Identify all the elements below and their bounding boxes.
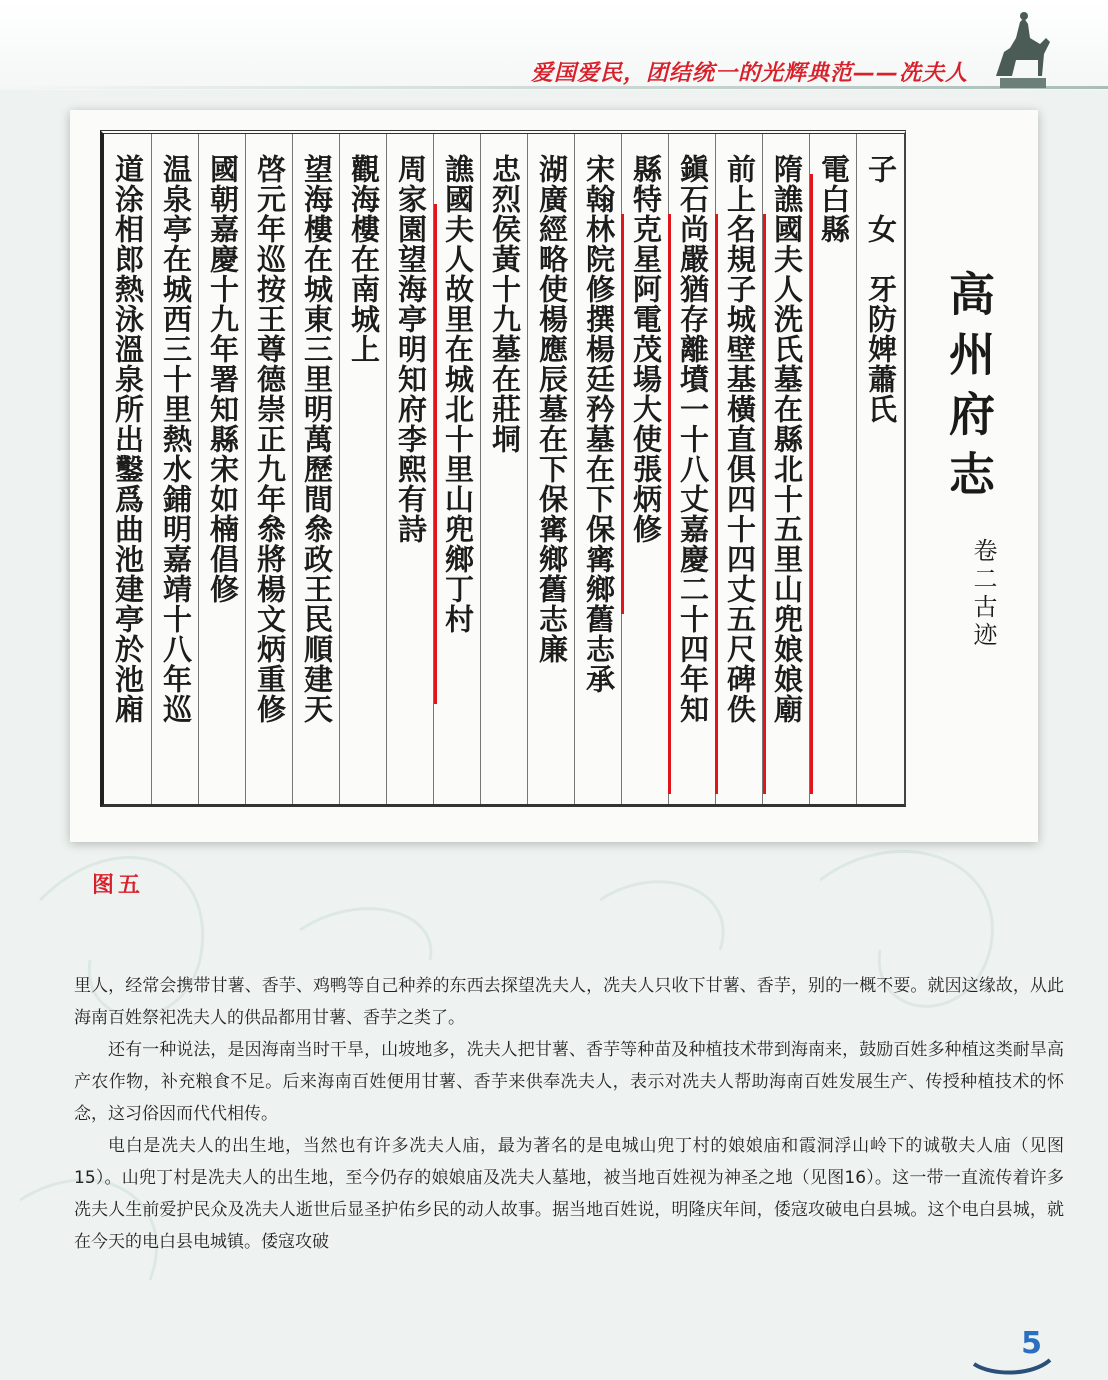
doc-column-8: 湖廣經略使楊應辰墓在下保寗鄉舊志廉 <box>527 134 576 804</box>
paragraph: 里人，经常会携带甘薯、香芋、鸡鸭等自己种养的东西去探望冼夫人，冼夫人只收下甘薯、香芋，别的一概不要。就因这缘故，从此海南百姓祭祀冼夫人的供品都用甘薯、香芋之类了。 <box>74 976 1064 1028</box>
red-highlight-line <box>810 214 813 794</box>
doc-column-2: 電白縣 <box>809 134 858 804</box>
doc-column-3: 隋譙國夫人洗氏墓在縣北十五里山兜娘娘廟 <box>762 134 811 804</box>
doc-column-11: 周家園望海亭明知府李熙有詩 <box>386 134 435 804</box>
doc-column-12: 觀海樓在南城上 <box>339 134 388 804</box>
doc-column-1: 子 女 牙防婢蕭氏 <box>856 134 905 804</box>
doc-column-14: 啓元年巡按王尊德崇正九年叅將楊文炳重修 <box>245 134 294 804</box>
red-highlight-line <box>434 204 437 704</box>
paragraph: 电白是冼夫人的出生地，当然也有许多冼夫人庙，最为著名的是电城山兜丁村的娘娘庙和霞洞浮山岭下的诚敬夫人庙（见图15）。山兜丁村是冼夫人的出生地，至今仍存的娘娘庙及冼夫人墓地，被当地百姓视为神圣之地（见图16）。这一带一直流传着许多冼夫人生前爱护民众及冼夫人逝世后显圣护佑乡民的动人故事。据当地百姓说，明隆庆年间，倭寇攻破电白县城。这个电白县城，就在今天的电白县电城镇。倭寇攻破 <box>74 1136 1064 1252</box>
doc-column-9: 忠烈侯黃十九墓在莊垌 <box>480 134 529 804</box>
doc-column-6: 縣特克星阿電茂場大使張炳修 <box>621 134 670 804</box>
doc-column-15: 國朝嘉慶十九年署知縣宋如楠倡修 <box>198 134 247 804</box>
book-title: 高州府志 <box>942 270 996 510</box>
header-title: 爱国爱民，团结统一的光辉典范——冼夫人 <box>530 61 968 86</box>
document-column-grid <box>100 130 906 807</box>
header-rule <box>0 86 1108 89</box>
volume-label: 卷二古迹 <box>969 538 997 650</box>
horse-statue-icon <box>986 8 1058 90</box>
red-highlight-line <box>621 214 624 614</box>
red-highlight-line <box>715 214 718 794</box>
doc-column-16: 温泉亭在城西三十里熱水鋪明嘉靖十八年巡 <box>151 134 200 804</box>
red-highlight-line <box>668 214 671 794</box>
doc-column-5: 鎭石尚嚴猶存離墳一十八丈嘉慶二十四年知 <box>668 134 717 804</box>
figure-label: 图五 <box>92 873 145 898</box>
doc-column-4: 前上名規子城壁基橫直俱四十四丈五尺碑佚 <box>715 134 764 804</box>
red-highlight-line <box>763 214 766 794</box>
page-number: 5 <box>1021 1326 1042 1361</box>
doc-column-17: 道涂相郎熱泳溫泉所出鑿爲曲池建亭於池廂 <box>111 154 145 724</box>
doc-column-10: 譙國夫人故里在城北十里山兜鄉丁村 <box>433 134 482 804</box>
page-swoosh-icon <box>972 1346 1052 1376</box>
scanned-document-image <box>70 110 1038 842</box>
paragraph: 还有一种说法，是因海南当时干旱，山坡地多，冼夫人把甘薯、香芋等种苗及种植技术带到海南来，鼓励百姓多种植这类耐旱高产农作物，补充粮食不足。后来海南百姓便用甘薯、香芋来供奉冼夫人，表示对冼夫人帮助海南百姓发展生产、传授种植技术的怀念，这习俗因而代代相传。 <box>74 1040 1064 1124</box>
doc-column-7: 宋翰林院修撰楊廷矜墓在下保寗鄉舊志承 <box>574 134 623 804</box>
doc-column-13: 望海樓在城東三里明萬歷間叅政王民順建天 <box>292 134 341 804</box>
body-text <box>74 970 1064 1258</box>
